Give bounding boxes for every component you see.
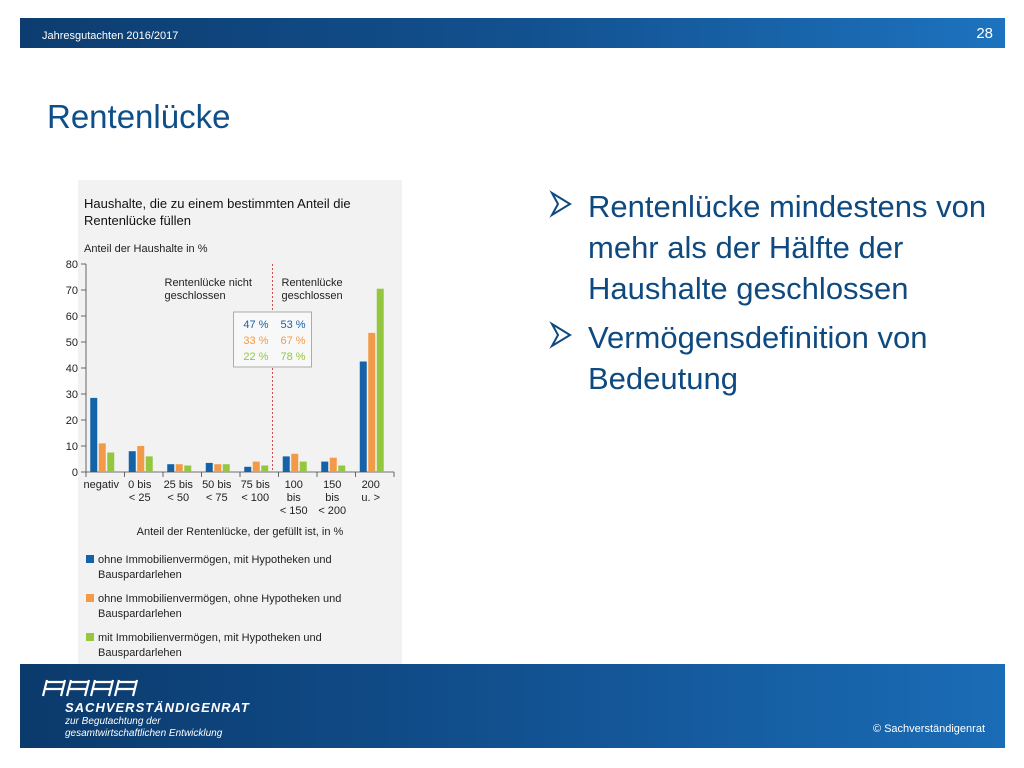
y-tick-label: 20 xyxy=(65,415,78,427)
x-tick-label: 200 xyxy=(361,479,380,491)
bar xyxy=(99,443,106,472)
chart-title: Haushalte, die zu einem bestimmten Anteil die xyxy=(84,196,351,211)
bar xyxy=(184,466,191,473)
bar xyxy=(377,289,384,472)
org-subtitle: gesamtwirtschaftlichen Entwicklung xyxy=(65,728,223,739)
bar xyxy=(214,464,221,472)
x-tick-label: 75 bis xyxy=(240,479,270,491)
x-tick-label: 0 bis xyxy=(128,479,152,491)
bar xyxy=(90,398,97,472)
annotation-label: geschlossen xyxy=(164,290,226,302)
report-title: Jahresgutachten 2016/2017 xyxy=(42,30,179,42)
bar xyxy=(244,467,251,472)
copyright-notice: © Sachverständigenrat xyxy=(872,723,985,735)
legend-label: ohne Immobilienvermögen, ohne Hypotheken und xyxy=(98,593,342,605)
x-axis-label: Anteil der Rentenlücke, der gefüllt ist, in % xyxy=(136,526,344,538)
annotation-label: Rentenlücke nicht xyxy=(164,277,252,289)
x-tick-label: 25 bis xyxy=(163,479,193,491)
annotation-label: Rentenlücke xyxy=(281,277,343,289)
annotation-value: 67 % xyxy=(280,335,306,347)
header-bar xyxy=(20,18,1005,48)
y-tick-label: 30 xyxy=(65,389,78,401)
bar xyxy=(330,458,337,472)
legend-label: Bauspardarlehen xyxy=(98,569,182,581)
bar xyxy=(300,462,307,472)
bar xyxy=(321,462,328,472)
bar-chart xyxy=(65,180,402,665)
bar xyxy=(146,456,153,472)
y-tick-label: 80 xyxy=(65,259,78,271)
bar xyxy=(368,333,375,472)
bullet-text: Rentenlücke mindestens von mehr als der Hälfte der Haushalte geschlossen xyxy=(588,189,987,306)
org-subtitle: zur Begutachtung der xyxy=(65,716,161,727)
bar xyxy=(253,462,260,472)
legend-swatch xyxy=(86,594,94,602)
x-tick-label: < 25 xyxy=(128,492,151,504)
x-tick-label: 50 bis xyxy=(202,479,232,491)
bar xyxy=(167,464,174,472)
bar xyxy=(176,464,183,472)
bar xyxy=(360,362,367,473)
footer-bar xyxy=(20,664,1005,748)
legend-label: Bauspardarlehen xyxy=(98,647,182,659)
y-axis-label: Anteil der Haushalte in % xyxy=(84,243,208,255)
legend-label: ohne Immobilienvermögen, mit Hypotheken und xyxy=(98,554,332,566)
legend-swatch xyxy=(86,555,94,563)
legend-swatch xyxy=(86,633,94,641)
x-tick-label: negativ xyxy=(83,479,119,491)
x-tick-label: bis xyxy=(325,492,340,504)
x-tick-label: u. > xyxy=(361,492,381,504)
arrow-bullet-icon xyxy=(550,317,580,358)
arrow-bullet-icon xyxy=(550,186,580,227)
bar xyxy=(283,456,290,472)
legend-label: mit Immobilienvermögen, mit Hypotheken und xyxy=(98,632,322,644)
x-tick-label: 150 xyxy=(323,479,342,491)
x-tick-label: < 200 xyxy=(318,505,347,517)
page-number: 28 xyxy=(976,25,993,42)
x-tick-label: 100 xyxy=(284,479,303,491)
logo-stripes-icon xyxy=(40,678,150,698)
bar xyxy=(291,454,298,472)
bullet-text: Vermögensdefinition von Bedeutung xyxy=(588,320,928,396)
bar xyxy=(137,446,144,472)
y-tick-label: 40 xyxy=(65,363,78,375)
bar xyxy=(338,466,345,473)
org-name: SACHVERSTÄNDIGENRAT xyxy=(65,700,250,715)
y-tick-label: 0 xyxy=(71,467,78,479)
y-tick-label: 60 xyxy=(65,311,78,323)
bullet-list xyxy=(550,186,1010,407)
slide-title: Rentenlücke xyxy=(47,98,231,135)
annotation-value: 47 % xyxy=(243,319,269,331)
legend-label: Bauspardarlehen xyxy=(98,608,182,620)
annotation-value: 22 % xyxy=(243,351,269,363)
chart-panel xyxy=(65,180,402,665)
bar xyxy=(223,464,230,472)
x-tick-label: bis xyxy=(286,492,301,504)
x-tick-label: < 150 xyxy=(279,505,308,517)
x-tick-label: < 75 xyxy=(205,492,228,504)
annotation-value: 53 % xyxy=(280,319,306,331)
chart-title: Rentenlücke füllen xyxy=(84,213,191,228)
annotation-value: 78 % xyxy=(280,351,306,363)
bar xyxy=(261,466,268,473)
x-tick-label: < 50 xyxy=(167,492,190,504)
y-tick-label: 10 xyxy=(65,441,78,453)
bar xyxy=(129,451,136,472)
x-tick-label: < 100 xyxy=(241,492,270,504)
y-tick-label: 50 xyxy=(65,337,78,349)
bullet-item xyxy=(550,186,1010,309)
bar xyxy=(206,463,213,472)
bullet-item xyxy=(550,317,1010,399)
annotation-label: geschlossen xyxy=(281,290,343,302)
y-tick-label: 70 xyxy=(65,285,78,297)
annotation-value: 33 % xyxy=(243,335,269,347)
bar xyxy=(107,453,114,473)
